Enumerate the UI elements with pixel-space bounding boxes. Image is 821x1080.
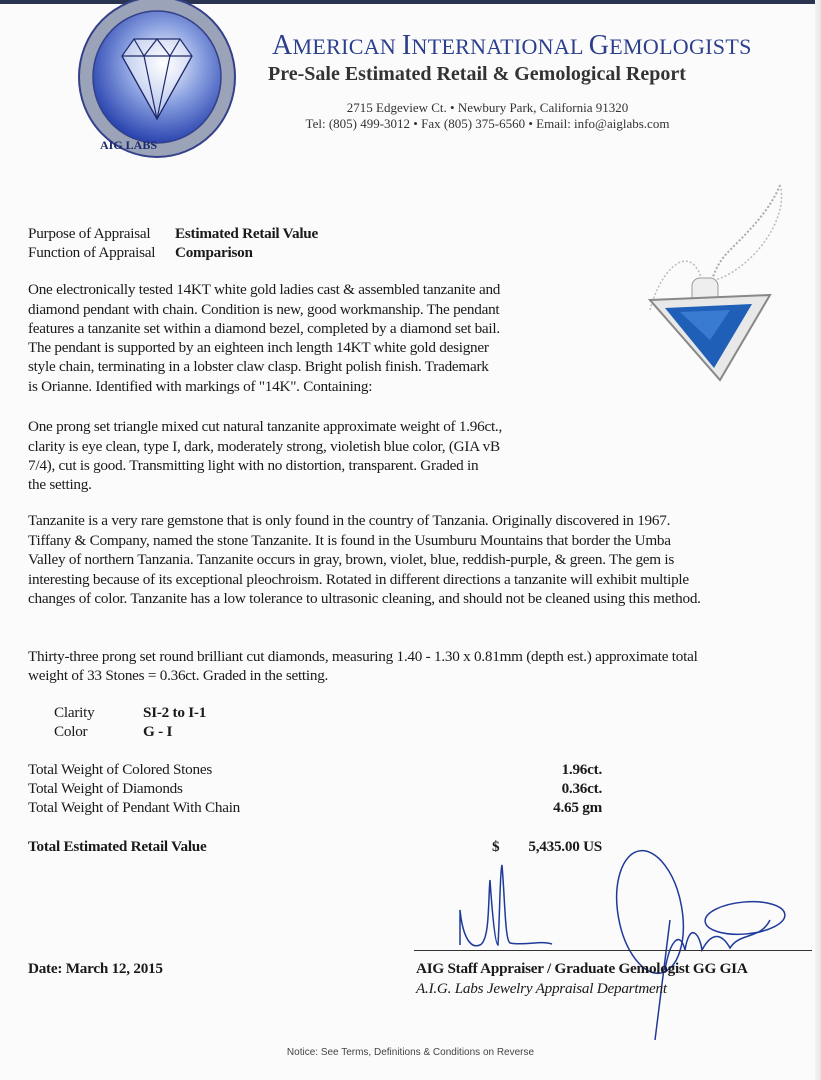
color-label: Color <box>54 723 88 740</box>
total-colored-label: Total Weight of Colored Stones <box>28 761 212 778</box>
contact-info: Tel: (805) 499-3012 • Fax (805) 375-6560 • Email: info@aiglabs.com <box>305 116 670 131</box>
paragraph-2-line: clarity is eye clean, type I, dark, moderately strong, violetish blue color, (GIA vB <box>28 438 500 455</box>
page-edge <box>815 0 821 1080</box>
clarity-label: Clarity <box>54 704 95 721</box>
total-pendant-label: Total Weight of Pendant With Chain <box>28 799 241 816</box>
company-name: AMERICAN INTERNATIONAL GEMOLOGISTS <box>272 30 752 61</box>
paragraph-1-line: One electronically tested 14KT white gold ladies cast & assembled tanzanite and <box>28 281 501 298</box>
paragraph-4-line: Thirty-three prong set round brilliant cut diamonds, measuring 1.40 - 1.30 x 0.81mm (depth est.) approximate total <box>28 648 698 665</box>
function-label: Function of Appraisal <box>28 244 156 261</box>
paragraph-3-line: Valley of northern Tanzania. Tanzanite occurs in gray, brown, violet, blue, reddish-purple, & green. The gem is <box>28 551 675 568</box>
paragraph-4-line: weight of 33 Stones = 0.36ct. Graded in the setting. <box>28 667 329 684</box>
paragraph-3-line: Tiffany & Company, named the stone Tanzanite. It is found in the Usumburu Mountains that border the Umba <box>28 532 671 549</box>
aig-logo <box>74 0 240 160</box>
notice-footer: Notice: See Terms, Definitions & Conditions on Reverse <box>286 1047 535 1058</box>
signature-line <box>414 950 812 951</box>
report-title: Pre-Sale Estimated Retail & Gemological Report <box>268 63 686 85</box>
retail-currency: $ <box>492 838 500 855</box>
appraisal-department: A.I.G. Labs Jewelry Appraisal Department <box>416 980 667 997</box>
paragraph-1-line: style chain, terminating in a lobster claw clasp. Bright polish finish. Trademark <box>28 358 489 375</box>
total-colored-value: 1.96ct. <box>561 761 602 778</box>
paragraph-1-line: The pendant is supported by an eighteen inch length 14KT white gold designer <box>28 339 489 356</box>
paragraph-1-line: features a tanzanite set within a diamond bezel, completed by a diamond set bail. <box>28 320 500 337</box>
paragraph-1-line: diamond pendant with chain. Condition is new, good workmanship. The pendant <box>28 301 500 318</box>
paragraph-3-line: interesting because of its exceptional pleochroism. Rotated in different directions a tanzanite will exhibit multiple <box>28 571 689 588</box>
paragraph-2-line: the setting. <box>28 476 92 493</box>
paragraph-1-line: is Orianne. Identified with markings of "14K". Containing: <box>28 378 373 395</box>
logo-bottom-text: AIG LABS <box>100 138 158 152</box>
paragraph-2-line: One prong set triangle mixed cut natural tanzanite approximate weight of 1.96ct., <box>28 418 503 435</box>
pendant-photo <box>630 180 810 410</box>
total-diamonds-label: Total Weight of Diamonds <box>28 780 183 797</box>
paragraph-3-line: Tanzanite is a very rare gemstone that is only found in the country of Tanzania. Originally discovered in 1967. <box>28 512 671 529</box>
retail-value: 5,435.00 US <box>528 838 602 855</box>
appraiser-title: AIG Staff Appraiser / Graduate Gemologist GG GIA <box>416 960 748 977</box>
total-pendant-value: 4.65 gm <box>553 799 602 816</box>
handwritten-signature <box>440 840 800 1040</box>
purpose-value: Estimated Retail Value <box>175 225 318 242</box>
purpose-label: Purpose of Appraisal <box>28 225 151 242</box>
paragraph-3-line: changes of color. Tanzanite has a low tolerance to ultrasonic cleaning, and should not be cleaned using this method. <box>28 590 701 607</box>
clarity-value: SI-2 to I-1 <box>143 704 207 721</box>
retail-label: Total Estimated Retail Value <box>28 838 207 855</box>
function-value: Comparison <box>175 244 253 261</box>
total-diamonds-value: 0.36ct. <box>561 780 602 797</box>
color-value: G - I <box>143 723 173 740</box>
paragraph-2-line: 7/4), cut is good. Transmitting light with no distortion, transparent. Graded in <box>28 457 479 474</box>
report-date: Date: March 12, 2015 <box>28 960 163 977</box>
address: 2715 Edgeview Ct. • Newbury Park, California 91320 <box>346 100 629 115</box>
